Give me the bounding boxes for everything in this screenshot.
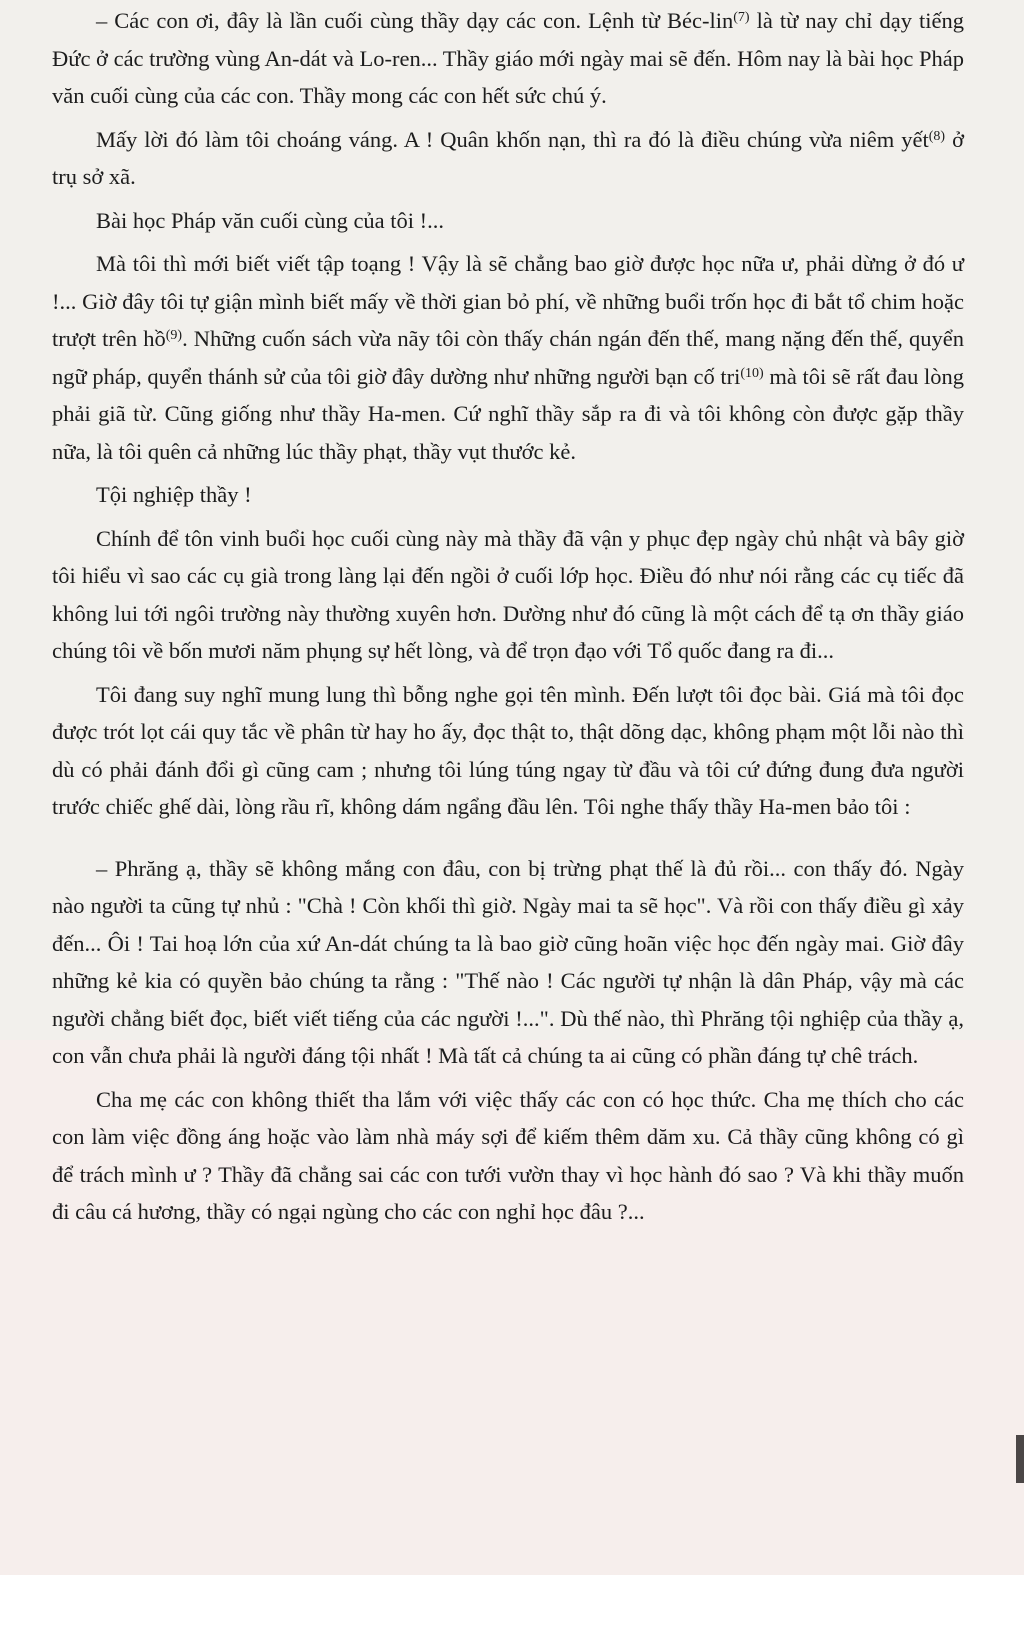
text-run: Bài học Pháp văn cuối cùng của tôi !... — [96, 207, 445, 233]
footnote-ref: (7) — [733, 10, 750, 25]
text-body — [52, 2, 964, 1231]
paragraph — [52, 1081, 964, 1231]
paragraph — [52, 850, 964, 1075]
paragraph — [52, 121, 964, 196]
paragraph — [52, 202, 964, 240]
text-run: – Các con ơi, đây là lần cuối cùng thầy dạy các con. Lệnh từ Béc-lin — [96, 8, 734, 33]
text-run: Tôi đang suy nghĩ mung lung thì bỗng nghe gọi tên mình. Đến lượt tôi đọc bài. Giá mà tôi đọc được trót lọt cái quy tắc về phân từ hay ho ấy, đọc thật to, thật dõng dạc, không phạm một lỗi nào thì dù có phải đánh đổi gì cũng cam ; nhưng tôi lúng túng ngay từ đầu và tôi cứ đứng đung đưa người trước chiếc ghế dài, lòng rầu rĩ, không dám ngẩng đầu lên. Tôi nghe thấy thầy Ha-men bảo tôi : — [52, 681, 964, 819]
footnote-ref: (9) — [165, 328, 183, 343]
paragraph — [52, 676, 964, 826]
text-run: Mấy lời đó làm tôi choáng váng. A ! Quân khốn nạn, thì ra đó là điều chúng vừa niêm yết — [96, 126, 929, 152]
text-run: là từ nay chỉ dạy tiếng Đức ở các trường vùng An-dát và Lo-ren... Thầy giáo mới ngày mai sẽ đến. Hôm nay là bài học Pháp văn cuối cùng của các con. Thầy mong các con hết sức chú ý. — [52, 8, 964, 108]
text-run: Chính để tôn vinh buổi học cuối cùng này mà thầy đã vận y phục đẹp ngày chủ nhật và bây giờ tôi hiểu vì sao các cụ già trong làng lại đến ngồi ở cuối lớp học. Điều đó như nói rằng các cụ tiếc đã không lui tới ngôi trường này thường xuyên hơn. Dường như đó cũng là một cách để tạ ơn thầy giáo chúng tôi về bốn mươi năm phụng sự hết lòng, và để trọn đạo với Tổ quốc đang ra đi... — [52, 525, 964, 663]
footnote-ref: (8) — [928, 128, 946, 144]
text-run: Tội nghiệp thầy ! — [96, 482, 252, 507]
text-run: mà tôi sẽ rất đau lòng phải giã từ. Cũng giống như thầy Ha-men. Cứ nghĩ thầy sắp ra đi và tôi không còn được gặp thầy nữa, là tôi quên cả những lúc thầy phạt, thầy vụt thước kẻ. — [52, 363, 964, 464]
paragraph — [52, 2, 964, 115]
paragraph — [52, 520, 964, 670]
paragraph — [52, 476, 964, 514]
text-run: . Những cuốn sách vừa nãy tôi còn thấy chán ngán đến thế, mang nặng đến thế, quyển ngữ pháp, quyển thánh sử của tôi giờ đây dường như những người bạn cố tri — [52, 326, 964, 389]
text-run: Cha mẹ các con không thiết tha lắm với việc thấy các con có học thức. Cha mẹ thích cho các con làm việc đồng áng hoặc vào làm nhà máy sợi để kiếm thêm dăm xu. Cả thầy cũng không có gì để trách mình ư ? Thầy đã chẳng sai các con tưới vườn thay vì học hành đó sao ? Và khi thầy muốn đi câu cá hương, thầy có ngại ngùng cho các con nghỉ học đâu ?... — [52, 1086, 964, 1224]
paragraph — [52, 245, 964, 470]
margin-strip — [1016, 1435, 1024, 1483]
text-run: Mà tôi thì mới biết viết tập toạng ! Vậy là sẽ chẳng bao giờ được học nữa ư, phải dừng ở đó ư !... Giờ đây tôi tự giận mình biết mấy về thời gian bỏ phí, về những buổi trốn học đi bắt tổ chim hoặc trượt trên hồ — [52, 251, 964, 351]
text-run: – Phrăng ạ, thầy sẽ không mắng con đâu, con bị trừng phạt thế là đủ rồi... con thấy đó. Ngày nào người ta cũng tự nhủ : "Chà ! Còn khối thì giờ. Ngày mai ta sẽ học". Và rồi con thấy điều gì xảy đến... Ôi ! Tai hoạ lớn của xứ An-dát chúng ta là bao giờ cũng hoãn việc học đến ngày mai. Giờ đây những kẻ kia có quyền bảo chúng ta rằng : "Thế nào ! Các người tự nhận là dân Pháp, vậy mà các người chẳng biết đọc, biết viết tiếng của các người !...". Dù thế nào, thì Phrăng tội nghiệp của thầy ạ, con vẫn chưa phải là người đáng tội nhất ! Mà tất cả chúng ta ai cũng có phần đáng tự chê trách. — [52, 855, 964, 1068]
text-run: ở trụ sở xã. — [52, 126, 964, 189]
footnote-ref: (10) — [740, 365, 764, 381]
